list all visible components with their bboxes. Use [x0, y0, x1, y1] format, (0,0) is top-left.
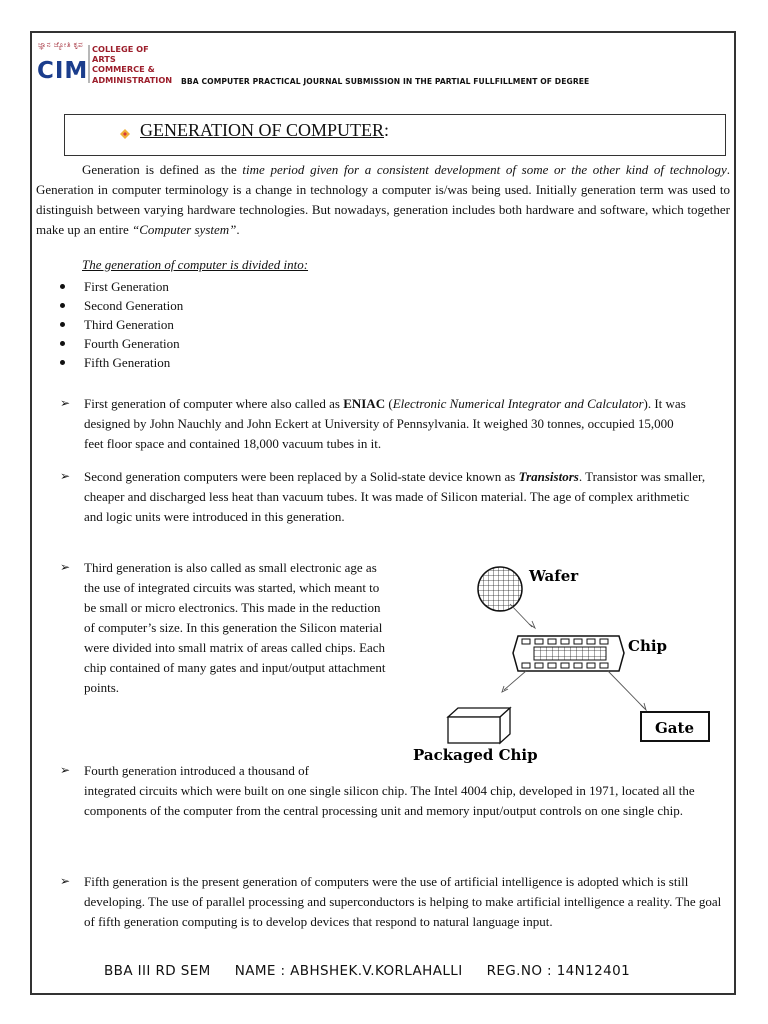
wafer-icon — [478, 567, 522, 611]
bullet-dot-icon — [60, 303, 65, 308]
intro-definition: time period given for a consistent development of some or the other kind of technology — [242, 162, 727, 177]
third-generation-paragraph: Third generation is also called as small electronic age as the use of integrated circuits was started, which meant to be small or micro electronics. This made in the reduction of computer’s size. In this generation the Silicon material were divided into small matrix of areas called chips. Each chip contained of many gates and input/output attachment points. — [84, 560, 386, 695]
text: ( — [385, 396, 393, 411]
list-item — [60, 315, 183, 334]
list-heading: The generation of computer is divided into: — [82, 257, 309, 272]
bullet-dot-icon — [60, 341, 65, 346]
footer-semester: BBA III RD SEM — [104, 963, 211, 979]
footer-name: NAME : ABHSHEK.V.KORLAHALLI — [234, 963, 463, 979]
bullet-dot-icon — [60, 322, 65, 327]
bullet-dot-icon — [60, 360, 65, 365]
logo-divider — [88, 45, 90, 83]
list-item — [60, 353, 183, 372]
generation-list — [60, 277, 183, 372]
eniac-term: ENIAC — [343, 396, 386, 411]
arrow-bullet-icon: ➢ — [60, 763, 71, 777]
college-name — [92, 44, 172, 85]
text: First generation of computer where also called as — [84, 396, 344, 411]
logo-tagline: ಜ್ಞಾನ ಜ್ಯೋತಿ ಕೃಪ — [38, 41, 84, 49]
list-item-label: First Generation — [84, 279, 169, 294]
gate-label: Gate — [655, 719, 695, 737]
college-line: COLLEGE OF — [92, 44, 149, 54]
list-item — [60, 277, 183, 296]
chip-hierarchy-diagram — [408, 560, 728, 768]
diamond-bullet-icon — [120, 129, 130, 139]
eniac-expansion: Electronic Numerical Integrator and Calculator — [392, 396, 644, 411]
logo-abbrev: CIM — [37, 58, 89, 84]
text: ). It was designed by John Nauchly and John Eckert at University of Pennsylvania. It weighed 30 tonnes, occupied 15,000 feet floor space and contained 18,000 vacuum tubes in it. — [84, 396, 686, 451]
fourth-generation-paragraph — [84, 761, 744, 821]
list-item-label: Fourth Generation — [84, 336, 180, 351]
college-line: ADMINISTRATION — [92, 74, 173, 85]
list-item — [60, 296, 183, 315]
footer — [104, 963, 654, 979]
bullet-dot-icon — [60, 284, 65, 289]
arrow-bullet-icon: ➢ — [60, 874, 71, 888]
chip-icon — [513, 636, 624, 671]
transistors-term: Transistors — [518, 469, 579, 484]
second-generation-paragraph — [84, 467, 708, 527]
text: integrated circuits which were built on one single silicon chip. The Intel 4004 chip, developed in 1971, located all the components of the computer from the central processing unit and memory input/output controls on one single chip. — [84, 783, 695, 818]
intro-quote: “Computer system” — [132, 222, 237, 237]
list-item-label: Fifth Generation — [84, 355, 171, 370]
footer-reg: REG.NO : 14N12401 — [486, 963, 631, 979]
page-title — [140, 120, 389, 141]
college-line: COMMERCE & — [92, 64, 155, 75]
first-generation-paragraph — [84, 394, 696, 454]
intro-text: . Generation in computer terminology is a change in technology a computer is/was being used. Initially generation term was used to distinguish between varying hardware technologies. But nowadays, generation includes both hardware and software, which together make up an entire — [36, 162, 730, 237]
intro-paragraph — [36, 160, 730, 240]
text: . Transistor was smaller, cheaper and discharged less heat than vacuum tubes. It was made of Silicon material. The age of complex arithmetic and logic units were introduced in this generation. — [84, 469, 706, 524]
college-line: ARTS — [92, 54, 116, 65]
arrow-bullet-icon: ➢ — [60, 396, 71, 410]
arrow-bullet-icon: ➢ — [60, 469, 71, 483]
list-item — [60, 334, 183, 353]
arrow-bullet-icon: ➢ — [60, 560, 71, 574]
text: Second generation computers were been replaced by a Solid-state device known as — [84, 469, 519, 484]
text: Fourth generation introduced a thousand of — [84, 763, 309, 778]
packaged-chip-label: Packaged Chip — [413, 746, 538, 764]
intro-text: . — [236, 222, 240, 237]
fifth-generation-paragraph: Fifth generation is the present generation of computers were the use of artificial intelligence is adopted which is still developing. The use of parallel processing and superconductors is helping to make artificial intelligence a reality. The goal of fifth generation computing is to develop devices that respond to natural language input. — [84, 874, 722, 929]
list-item-label: Third Generation — [84, 317, 174, 332]
title-colon: : — [384, 120, 390, 140]
title-text: GENERATION OF COMPUTER — [140, 120, 385, 140]
submission-header: BBA COMPUTER PRACTICAL JOURNAL SUBMISSION IN THE PARTIAL FULLFILLMENT OF DEGREE — [181, 77, 590, 86]
intro-text: Generation is defined as the — [82, 162, 243, 177]
list-item-label: Second Generation — [84, 298, 184, 313]
wafer-label: Wafer — [529, 567, 579, 585]
packaged-chip-icon — [448, 708, 510, 743]
chip-label: Chip — [628, 637, 668, 655]
